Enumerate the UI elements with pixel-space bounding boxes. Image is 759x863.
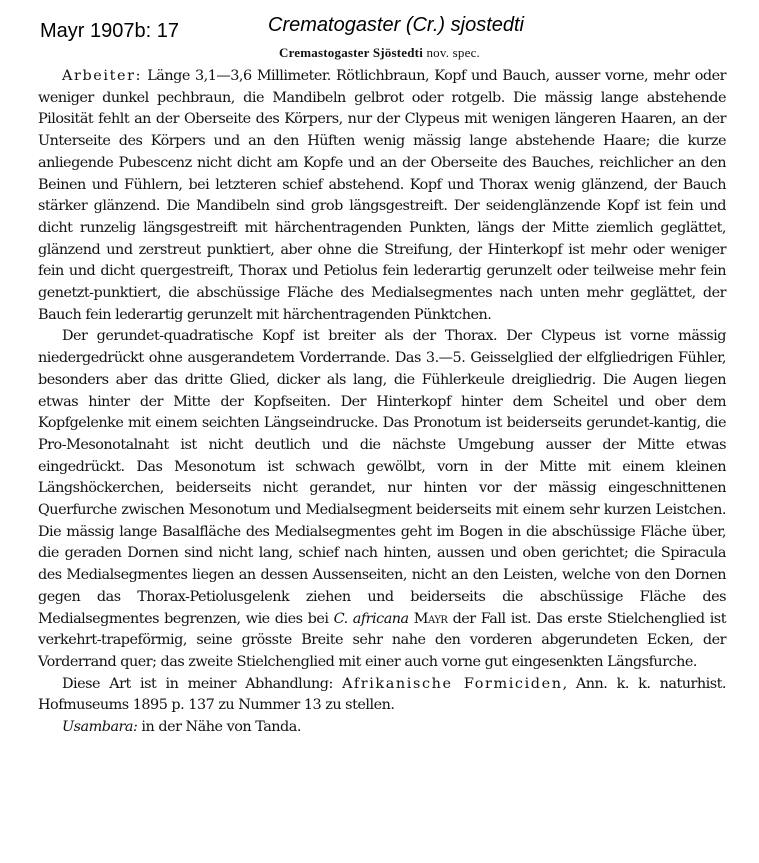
comparison-species: C. africana	[333, 610, 409, 627]
species-author: Mayr	[413, 610, 448, 627]
species-heading	[0, 45, 759, 61]
paragraph-text: in der Nähe von Tanda.	[137, 719, 301, 736]
paragraph-text: Diese Art ist in meiner Abhandlung:	[62, 675, 343, 692]
paragraph-worker	[38, 66, 726, 326]
caste-label: Arbeiter:	[62, 68, 143, 84]
citation-reference: Mayr 1907b: 17	[40, 20, 179, 42]
taxon-title: Crematogaster (Cr.) sjostedti	[268, 14, 524, 36]
cited-work-title: Afrikanische Formiciden	[342, 675, 563, 692]
paragraph-text: Der gerundet-quadratische Kopf ist breiter als der Thorax. Der Clypeus ist vorne mässig niedergedrückt ohne ausgerandetem Vorderrande. Das 3.—5. Geisselglied der elfgliedrigen Fühler, besonders aber das dritte Glied, dicker als lang, die Fühlerkeule dreigliedrig. Die Augen liegen etwas hinter der Mitte der Kopfseiten. Der Hinterkopf hinter dem Scheitel und ober dem Kopfgelenke mit einem seichten Längseindrucke. Das Pronotum ist beiderseits gerundet-kantig, die Pro-Mesonotalnaht ist nicht deutlich und die nächste Umgebung ausser der Mitte etwas eingedrückt. Das Mesonotum ist schwach gewölbt, vorn in der Mitte mit einem kleinen Längshöckerchen, beiderseits nicht gerandet, nur hinten vor der mässig eingeschnittenen Querfurche zwischen Mesonotum und Medialsegment beiderseits mit einem sehr kurzen Leistchen. Die mässig lange Basalfläche des Medialsegmentes geht im Bogen in die abschüssige Fläche über, die geraden Dornen sind nicht lang, schief nach hinten, aussen und oben gerichtet; die Spiracula des Medialsegmentes liegen an dessen Aussenseiten, nicht an den Leisten, welche von den Dornen gegen das Thorax-Petiolusgelenk ziehen und beiderseits die abschüssige Fläche des Medialsegmentes begrenzen, wie dies bei	[38, 328, 726, 627]
paragraph-locality	[38, 717, 726, 739]
paragraph-text: Länge 3,1—3,6 Millimeter. Rötlichbraun, Kopf und Bauch, ausser vorne, mehr oder weniger dunkel pechbraun, die Mandibeln gelbrot oder rotgelb. Die mässig lange abstehende Pilosität fehlt an der Oberseite des Körpers, nur der Clypeus mit wenigen längeren Haaren, an der Unterseite des Körpers und an den Hüften wenig mässig lange abstehende Haare; die kurze anliegende Pubescenz nicht dicht am Kopfe und an der Oberseite des Bauches, reichlicher an den Beinen und Fühlern, bei letzteren schief abstehend. Kopf und Thorax wenig glänzend, der Bauch stärker glänzend. Die Mandibeln sind grob längsgestreift. Der seidenglänzende Kopf ist fein und dicht runzelig längsgestreift mit härchentragenden Punkten, längs der Mitte ziemlich geglättet, glänzend und zerstreut punktiert, aber ohne die Streifung, der Hinterkopf ist mehr oder weniger fein und dicht quergestreift, Thorax und Petiolus fein lederartig gerunzelt oder teilweise mehr fein genetzt-punktiert, die abschüssige Fläche des Medialsegmentes nach unten mehr geglättet, der Bauch fein lederartig gerunzelt mit härchentragenden Pünktchen.	[38, 68, 726, 323]
species-status: nov. spec.	[423, 45, 480, 60]
paragraph-reference	[38, 674, 726, 717]
species-name: Cremastogaster Sjöstedti	[278, 45, 424, 60]
paragraph-text: , Ann. k. k. naturhist. Hofmuseums 1895 p. 137 zu Nummer 13 zu stellen.	[38, 675, 726, 714]
paragraph-morphology	[38, 326, 726, 673]
locality-name: Usambara:	[62, 719, 138, 736]
description-body	[38, 66, 726, 739]
paragraph-text: der Fall ist. Das erste Stielchenglied ist verkehrt-trapeförmig, seine grösste Breite sehr nahe den vorderen abgerundeten Ecken, der Vorderrand quer; das zweite Stielchenglied mit einer auch vorne gut eingesenkten Längsfurche.	[38, 610, 726, 670]
